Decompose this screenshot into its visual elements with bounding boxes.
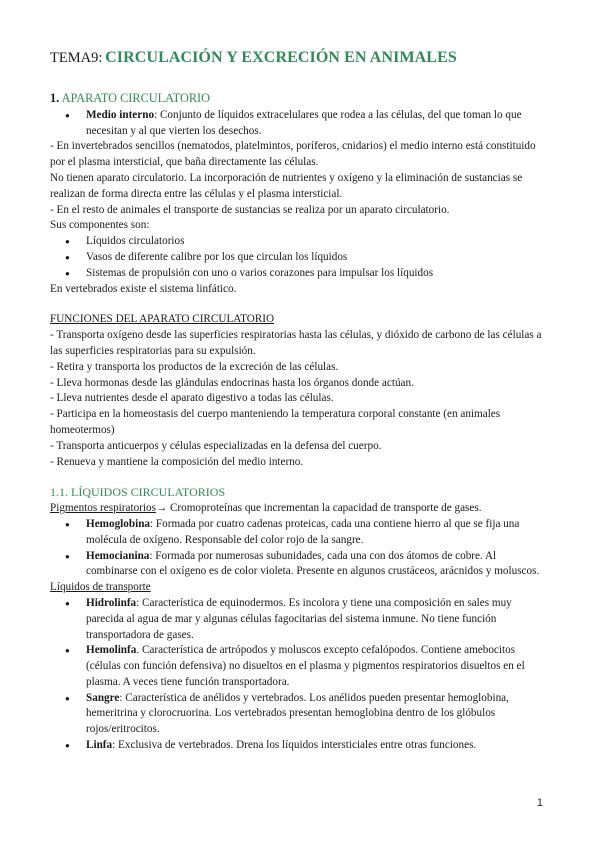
components-list <box>50 234 548 281</box>
function-item: - Participa en la homeostasis del cuerpo manteniendo la temperatura corporal constante (en animales homeotermos) <box>50 408 501 436</box>
term: Hemocianina <box>86 549 150 562</box>
paragraph: En vertebrados existe el sistema linfático. <box>50 282 237 295</box>
pigments-intro <box>50 501 548 517</box>
pigments-list <box>50 517 548 580</box>
section-title: APARATO CIRCULATORIO <box>61 91 211 105</box>
title-prefix: TEMA9: <box>50 50 103 66</box>
term: Sangre <box>86 691 120 704</box>
document-body <box>50 91 548 754</box>
list-item: ● Vasos de diferente calibre por los que circulan los líquidos <box>86 250 548 266</box>
definition: . Característica de artrópodos y moluscos excepto cefalópodos. Contiene amebocitos (células con función defensiva) no disueltos en el plasma y pigmentos respiratorios disueltos en el plasma. A veces tiene función transportadora. <box>86 644 525 688</box>
function-item: - Transporta anticuerpos y células especializadas en la defensa del cuerpo. <box>50 439 382 452</box>
list-item: ● Líquidos circulatorios <box>86 234 548 250</box>
paragraph: - En invertebrados sencillos (nematodos, platelmintos, poríferos, cnidarios) el medio interno está constituido por el plasma intersticial, que baña directamente las células. <box>50 140 536 169</box>
function-item: - Lleva nutrientes desde el aparato digestivo a todas las células. <box>50 392 334 405</box>
page-number: 1 <box>536 797 543 809</box>
liquids-label: Líquidos de transporte <box>50 581 151 594</box>
term: Hemolinfa <box>86 644 137 657</box>
title-main: CIRCULACIÓN Y EXCRECIÓN EN ANIMALES <box>105 49 457 66</box>
function-item: - Retira y transporta los productos de la excreción de las células. <box>50 360 339 373</box>
definition: : Conjunto de líquidos extracelulares que rodea a las células, del que toman lo que necesitan y al que vierten los desechos. <box>86 108 522 137</box>
functions-heading: FUNCIONES DEL APARATO CIRCULATORIO <box>50 313 275 326</box>
term: Hemoglobina <box>86 517 151 530</box>
definition: : Característica de anélidos y vertebrados. Los anélidos pueden presentar hemoglobina, hemeritrina y clorocruorina. Los vertebrados presentan hemoglobina dentro de los glóbulos rojos/eritrocitos. <box>86 691 509 736</box>
definition: : Exclusiva de vertebrados. Drena los líquidos intersticiales entre otras funciones. <box>112 739 477 752</box>
pigments-text: → Cromoproteínas que incrementan la capacidad de transporte de gases. <box>155 502 482 515</box>
section-number: 1. <box>50 91 60 105</box>
function-item: - Renueva y mantiene la composición del medio interno. <box>50 455 304 468</box>
list-item <box>86 517 548 549</box>
list-item: ● Sistemas de propulsión con uno o varios corazones para impulsar los líquidos <box>86 266 548 282</box>
list-item <box>86 691 548 738</box>
definition: : Formada por cuatro cadenas proteicas, cada una contiene hierro al que se fija una molécula de oxígeno. Responsable del color rojo de la sangre. <box>86 517 520 546</box>
section-heading-aparato <box>50 91 548 107</box>
medio-interno-list <box>50 108 548 140</box>
paragraph: - En el resto de animales el transporte de sustancias se realiza por un aparato circulatorio. <box>50 203 450 216</box>
definition: : Formada por numerosas subunidades, cada una con dos átomos de cobre. Al combinarse con el oxígeno es de color violeta. Presente en algunos crustáceos, arácnidos y moluscos. <box>86 549 540 578</box>
term: Hidrolinfa <box>86 596 137 609</box>
pigments-label: Pigmentos respiratorios <box>50 502 156 515</box>
list-item <box>86 596 548 643</box>
definition: : Característica de equinodermos. Es incolora y tiene una composición en sales muy parecida al agua de mar y algunas células fagocitarias del sistema inmune. No tiene función transportadora de gases. <box>86 596 512 641</box>
function-item: - Transporta oxígeno desde las superficies respiratorias hasta las células, y dióxido de carbono de las células a las superficies respiratorias para su expulsión. <box>50 329 542 357</box>
list-item <box>86 108 548 140</box>
paragraph: Sus componentes son: <box>50 219 150 232</box>
page-title <box>50 50 457 68</box>
term: Linfa <box>86 739 113 752</box>
function-item: - Lleva hormonas desde las glándulas endocrinas hasta los órganos donde actúan. <box>50 376 414 389</box>
list-item <box>86 549 548 581</box>
paragraph: No tienen aparato circulatorio. La incorporación de nutrientes y oxígeno y la eliminación de sustancias se realizan de forma directa entre las células y el plasma intersticial. <box>50 171 523 200</box>
list-item <box>86 643 548 690</box>
term: Medio interno <box>86 108 155 121</box>
subsection-heading: 1.1. LÍQUIDOS CIRCULATORIOS <box>50 485 226 500</box>
list-item <box>86 738 548 754</box>
liquids-list <box>50 596 548 754</box>
